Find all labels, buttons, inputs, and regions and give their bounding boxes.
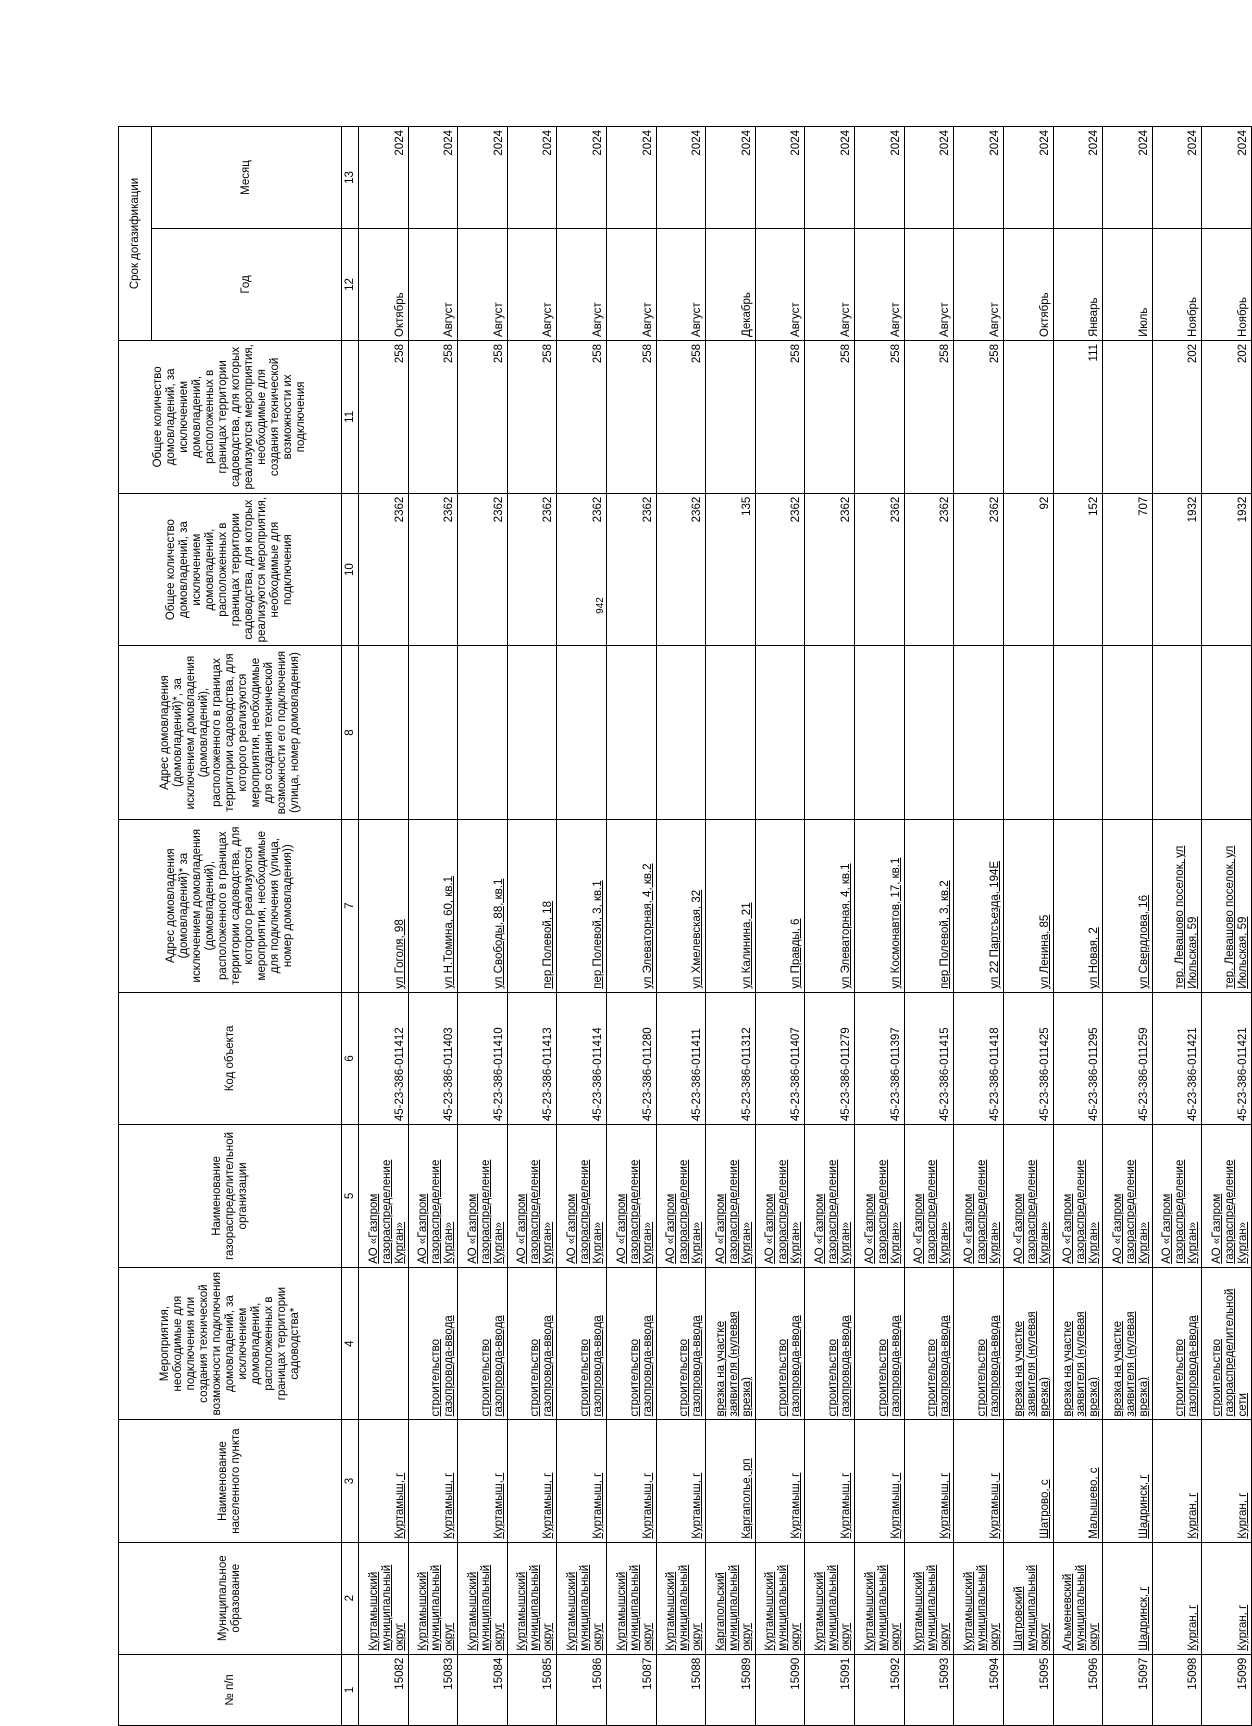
row-index: 15095 — [1003, 1654, 1053, 1725]
address-cell: ул 22 Партсъезда, 194Е — [954, 819, 1004, 992]
address-cell: ул Космонавтов, 17, кв.1 — [855, 819, 905, 992]
table-row — [954, 127, 1004, 1726]
settlement-cell: Куртамыш, г — [755, 1420, 805, 1542]
column-number: 10 — [342, 493, 359, 646]
organization-cell: АО «Газпром газораспределение Курган» — [408, 1125, 458, 1268]
settlement-cell: Куртамыш, г — [557, 1420, 607, 1542]
organization-cell: АО «Газпром газораспределение Курган» — [507, 1125, 557, 1268]
row-index: 15086 — [557, 1654, 607, 1725]
count-capability-cell: 258 — [755, 340, 805, 493]
table-row — [458, 127, 508, 1726]
municipality-cell: Куртамышский муниципальный округ — [805, 1542, 855, 1654]
activity-cell: врезка на участке заявителя (нулевая врезка) — [1053, 1267, 1103, 1420]
activity-cell: строительство газопровода-ввода — [408, 1267, 458, 1420]
settlement-cell: Куртамыш, г — [607, 1420, 657, 1542]
year-cell: Ноябрь — [1152, 228, 1202, 340]
year-cell: Октябрь — [1003, 228, 1053, 340]
activity-cell: строительство газопровода-ввода — [507, 1267, 557, 1420]
address-cell: ул Свердлова, 16 — [1103, 819, 1153, 992]
year-cell: Июль — [1103, 228, 1153, 340]
object-code-cell: 45-23-386-011279 — [805, 992, 855, 1124]
count-connection-cell: 2362 — [904, 493, 954, 646]
address-capability-cell — [805, 646, 855, 819]
header-count-capability: Общее количество домовладений, за исключением домовладений, расположенных в границах территории садоводства, для которых реализуются мероприятия, необходимые для создания технической возможности их подключения — [119, 340, 342, 493]
activity-cell: строительство газопровода-ввода — [656, 1267, 706, 1420]
address-capability-cell — [507, 646, 557, 819]
organization-cell: АО «Газпром газораспределение Курган» — [557, 1125, 607, 1268]
year-cell: Ноябрь — [1202, 228, 1252, 340]
row-index: 15087 — [607, 1654, 657, 1725]
address-capability-cell — [1003, 646, 1053, 819]
object-code-cell: 45-23-386-011413 — [507, 992, 557, 1124]
month-cell: 2024 — [904, 127, 954, 229]
address-capability-cell — [458, 646, 508, 819]
count-capability-cell: 258 — [557, 340, 607, 493]
activity-cell: строительство газопровода-ввода — [607, 1267, 657, 1420]
column-number: 2 — [342, 1542, 359, 1654]
object-code-cell: 45-23-386-011312 — [706, 992, 756, 1124]
count-connection-cell: 707 — [1103, 493, 1153, 646]
address-cell: пер Полевой, 3, кв.1 — [557, 819, 607, 992]
table-row — [706, 127, 756, 1726]
municipality-cell: Куртамышский муниципальный округ — [557, 1542, 607, 1654]
municipality-cell: Куртамышский муниципальный округ — [408, 1542, 458, 1654]
organization-cell: АО «Газпром газораспределение Курган» — [656, 1125, 706, 1268]
count-connection-cell: 2362 — [557, 493, 607, 646]
settlement-cell: Курган, г — [1202, 1420, 1252, 1542]
header-activities: Мероприятия, необходимые для подключения или создания технической возможности подключения домовладений, за исключением домовладений, расположенных в границах территории садоводства* — [119, 1267, 342, 1420]
count-connection-cell: 1932 — [1202, 493, 1252, 646]
municipality-cell: Куртамышский муниципальный округ — [954, 1542, 1004, 1654]
address-capability-cell — [607, 646, 657, 819]
row-index: 15084 — [458, 1654, 508, 1725]
object-code-cell: 45-23-386-011410 — [458, 992, 508, 1124]
count-capability-cell — [706, 340, 756, 493]
month-cell: 2024 — [954, 127, 1004, 229]
municipality-cell: Куртамышский муниципальный округ — [607, 1542, 657, 1654]
count-capability-cell: 202 — [1152, 340, 1202, 493]
header-settlement: Наименование населенного пункта — [119, 1420, 342, 1542]
organization-cell: АО «Газпром газораспределение Курган» — [855, 1125, 905, 1268]
month-cell: 2024 — [458, 127, 508, 229]
column-number: 3 — [342, 1420, 359, 1542]
organization-cell: АО «Газпром газораспределение Курган» — [1003, 1125, 1053, 1268]
year-cell: Август — [458, 228, 508, 340]
municipality-cell: Куртамышский муниципальный округ — [855, 1542, 905, 1654]
year-cell: Август — [904, 228, 954, 340]
object-code-cell: 45-23-386-011411 — [656, 992, 706, 1124]
address-cell: ул Правды, 6 — [755, 819, 805, 992]
address-capability-cell — [855, 646, 905, 819]
address-capability-cell — [904, 646, 954, 819]
address-cell: ул Элеваторная, 4, кв.1 — [805, 819, 855, 992]
organization-cell: АО «Газпром газораспределение Курган» — [904, 1125, 954, 1268]
month-cell: 2024 — [1003, 127, 1053, 229]
year-cell: Август — [507, 228, 557, 340]
settlement-cell: Шадринск, г — [1103, 1420, 1153, 1542]
activity-cell: строительство газопровода-ввода — [904, 1267, 954, 1420]
address-capability-cell — [1202, 646, 1252, 819]
address-cell: тер. Левашово поселок, ул Июльская, 59 — [1152, 819, 1202, 992]
organization-cell: АО «Газпром газораспределение Курган» — [1152, 1125, 1202, 1268]
count-capability-cell: 258 — [607, 340, 657, 493]
count-connection-cell: 2362 — [507, 493, 557, 646]
header-organization: Наименование газораспределительной организации — [119, 1125, 342, 1268]
row-index: 15096 — [1053, 1654, 1103, 1725]
organization-cell: АО «Газпром газораспределение Курган» — [805, 1125, 855, 1268]
count-capability-cell: 202 — [1202, 340, 1252, 493]
count-connection-cell: 135 — [706, 493, 756, 646]
header-address-capability: Адрес домовладения (домовладений)*, за исключением домовладения (домовладений), расположенного в границах территории садоводства, для которого реализуются мероприятия, необходимые для создания технической возможности его подключения (улица, номер домовладения) — [119, 646, 342, 819]
municipality-cell: Альменевский муниципальный округ — [1053, 1542, 1103, 1654]
column-number: 1 — [342, 1654, 359, 1725]
address-capability-cell — [1103, 646, 1153, 819]
settlement-cell: Курган, г — [1152, 1420, 1202, 1542]
municipality-cell: Курган, г — [1152, 1542, 1202, 1654]
year-cell: Август — [755, 228, 805, 340]
month-cell: 2024 — [607, 127, 657, 229]
settlement-cell: Куртамыш, г — [805, 1420, 855, 1542]
activity-cell: строительство газораспределительной сети — [1202, 1267, 1252, 1420]
address-capability-cell — [359, 646, 409, 819]
column-number-row — [342, 127, 359, 1726]
month-cell: 2024 — [1053, 127, 1103, 229]
row-index: 15098 — [1152, 1654, 1202, 1725]
count-capability-cell: 258 — [507, 340, 557, 493]
settlement-cell: Куртамыш, г — [656, 1420, 706, 1542]
year-cell: Август — [805, 228, 855, 340]
address-capability-cell — [408, 646, 458, 819]
object-code-cell: 45-23-386-011421 — [1202, 992, 1252, 1124]
organization-cell: АО «Газпром газораспределение Курган» — [607, 1125, 657, 1268]
year-cell: Август — [607, 228, 657, 340]
column-number: 5 — [342, 1125, 359, 1268]
header-year: Год — [152, 228, 342, 340]
table-row — [805, 127, 855, 1726]
settlement-cell: Куртамыш, г — [458, 1420, 508, 1542]
address-cell: ул Хмелевская, 32 — [656, 819, 706, 992]
address-cell: пер Полевой, 18 — [507, 819, 557, 992]
object-code-cell: 45-23-386-011418 — [954, 992, 1004, 1124]
header-index: № п/п — [119, 1654, 342, 1725]
header-deadline: Срок догазификации — [119, 127, 152, 341]
organization-cell: АО «Газпром газораспределение Курган» — [1053, 1125, 1103, 1268]
activity-cell: строительство газопровода-ввода — [855, 1267, 905, 1420]
settlement-cell: Куртамыш, г — [408, 1420, 458, 1542]
row-index: 15088 — [656, 1654, 706, 1725]
table-row — [1053, 127, 1103, 1726]
column-number: 7 — [342, 819, 359, 992]
address-capability-cell — [755, 646, 805, 819]
settlement-cell: Куртамыш, г — [954, 1420, 1004, 1542]
year-cell: Декабрь — [706, 228, 756, 340]
settlement-cell: Шатрово, с — [1003, 1420, 1053, 1542]
month-cell: 2024 — [755, 127, 805, 229]
table-row — [507, 127, 557, 1726]
object-code-cell: 45-23-386-011421 — [1152, 992, 1202, 1124]
address-capability-cell — [557, 646, 607, 819]
month-cell: 2024 — [1152, 127, 1202, 229]
municipality-cell: Куртамышский муниципальный округ — [904, 1542, 954, 1654]
count-connection-cell: 2362 — [359, 493, 409, 646]
row-index: 15090 — [755, 1654, 805, 1725]
year-cell: Август — [855, 228, 905, 340]
count-connection-cell: 2362 — [656, 493, 706, 646]
municipality-cell: Шатровский муниципальный округ — [1003, 1542, 1053, 1654]
column-number: 4 — [342, 1267, 359, 1420]
table-row — [1103, 127, 1153, 1726]
year-cell: Январь — [1053, 228, 1103, 340]
month-cell: 2024 — [1103, 127, 1153, 229]
address-cell: ул Свободы, 88, кв.1 — [458, 819, 508, 992]
address-capability-cell — [1152, 646, 1202, 819]
municipality-cell: Курган, г — [1202, 1542, 1252, 1654]
row-index: 15089 — [706, 1654, 756, 1725]
row-index: 15083 — [408, 1654, 458, 1725]
data-table-sheet — [118, 126, 1249, 1726]
address-cell: пер Полевой, 3, кв.2 — [904, 819, 954, 992]
month-cell: 2024 — [557, 127, 607, 229]
table-row — [1152, 127, 1202, 1726]
municipality-cell: Куртамышский муниципальный округ — [458, 1542, 508, 1654]
count-capability-cell: 258 — [904, 340, 954, 493]
table-row — [855, 127, 905, 1726]
count-capability-cell: 258 — [855, 340, 905, 493]
count-connection-cell: 2362 — [755, 493, 805, 646]
municipality-cell: Куртамышский муниципальный округ — [507, 1542, 557, 1654]
header-municipality: Муниципальное образование — [119, 1542, 342, 1654]
row-index: 15094 — [954, 1654, 1004, 1725]
address-cell: ул Ленина, 85 — [1003, 819, 1053, 992]
organization-cell: АО «Газпром газораспределение Курган» — [755, 1125, 805, 1268]
settlement-cell: Куртамыш, г — [855, 1420, 905, 1542]
object-code-cell: 45-23-386-011407 — [755, 992, 805, 1124]
header-month: Месяц — [152, 127, 342, 229]
activity-cell: врезка на участке заявителя (нулевая врезка) — [1103, 1267, 1153, 1420]
count-connection-cell: 152 — [1053, 493, 1103, 646]
month-cell: 2024 — [359, 127, 409, 229]
activity-cell — [359, 1267, 409, 1420]
count-connection-cell: 2362 — [855, 493, 905, 646]
organization-cell: АО «Газпром газораспределение Курган» — [359, 1125, 409, 1268]
organization-cell: АО «Газпром газораспределение Курган» — [706, 1125, 756, 1268]
table-row — [656, 127, 706, 1726]
count-capability-cell: 258 — [656, 340, 706, 493]
table-row — [607, 127, 657, 1726]
table-row — [1202, 127, 1252, 1726]
gasification-table — [118, 126, 1252, 1726]
count-connection-cell: 1932 — [1152, 493, 1202, 646]
settlement-cell: Малышево, с — [1053, 1420, 1103, 1542]
month-cell: 2024 — [507, 127, 557, 229]
address-capability-cell — [706, 646, 756, 819]
header-object-code: Код объекта — [119, 992, 342, 1124]
count-capability-cell: 111 — [1053, 340, 1103, 493]
table-row — [408, 127, 458, 1726]
month-cell: 2024 — [1202, 127, 1252, 229]
municipality-cell: Куртамышский муниципальный округ — [656, 1542, 706, 1654]
row-index: 15085 — [507, 1654, 557, 1725]
year-cell: Август — [656, 228, 706, 340]
object-code-cell: 45-23-386-011259 — [1103, 992, 1153, 1124]
header-address-connection: Адрес домовладения (домовладений)* за исключением домовладения (домовладений), расположенного в границах территории садоводства, для которого реализуются мероприятия, необходимые для подключения (улица, номер домовладения)) — [119, 819, 342, 992]
table-row — [755, 127, 805, 1726]
table-row — [1003, 127, 1053, 1726]
activity-cell: строительство газопровода-ввода — [805, 1267, 855, 1420]
object-code-cell: 45-23-386-011415 — [904, 992, 954, 1124]
activity-cell: строительство газопровода-ввода — [557, 1267, 607, 1420]
count-capability-cell: 258 — [458, 340, 508, 493]
count-connection-cell: 2362 — [408, 493, 458, 646]
row-index: 15097 — [1103, 1654, 1153, 1725]
activity-cell: строительство газопровода-ввода — [755, 1267, 805, 1420]
settlement-cell: Каргаполье, рп — [706, 1420, 756, 1542]
page-number: 942 — [594, 597, 606, 614]
settlement-cell: Куртамыш, г — [904, 1420, 954, 1542]
object-code-cell: 45-23-386-011403 — [408, 992, 458, 1124]
table-row — [359, 127, 409, 1726]
address-cell: ул Н.Томина, 60, кв.1 — [408, 819, 458, 992]
activity-cell: врезка на участке заявителя (нулевая врезка) — [1003, 1267, 1053, 1420]
settlement-cell: Куртамыш, г — [359, 1420, 409, 1542]
column-number: 11 — [342, 340, 359, 493]
table-body — [359, 127, 1252, 1726]
activity-cell: строительство газопровода-ввода — [954, 1267, 1004, 1420]
address-cell: ул Элеваторная, 4, кв.2 — [607, 819, 657, 992]
month-cell: 2024 — [408, 127, 458, 229]
month-cell: 2024 — [706, 127, 756, 229]
year-cell: Август — [557, 228, 607, 340]
column-number: 12 — [342, 228, 359, 340]
row-index: 15092 — [855, 1654, 905, 1725]
table-row — [904, 127, 954, 1726]
organization-cell: АО «Газпром газораспределение Курган» — [458, 1125, 508, 1268]
count-capability-cell: 258 — [359, 340, 409, 493]
year-cell: Август — [954, 228, 1004, 340]
object-code-cell: 45-23-386-011295 — [1053, 992, 1103, 1124]
count-capability-cell — [1003, 340, 1053, 493]
organization-cell: АО «Газпром газораспределение Курган» — [1103, 1125, 1153, 1268]
count-connection-cell: 2362 — [805, 493, 855, 646]
column-number: 13 — [342, 127, 359, 229]
count-connection-cell: 92 — [1003, 493, 1053, 646]
row-index: 15091 — [805, 1654, 855, 1725]
object-code-cell: 45-23-386-011397 — [855, 992, 905, 1124]
address-capability-cell — [954, 646, 1004, 819]
municipality-cell: Шадринск, г — [1103, 1542, 1153, 1654]
column-number: 6 — [342, 992, 359, 1124]
address-cell: тер. Левашово поселок, ул Июльская, 59 — [1202, 819, 1252, 992]
row-index: 15099 — [1202, 1654, 1252, 1725]
column-number: 8 — [342, 646, 359, 819]
organization-cell: АО «Газпром газораспределение Курган» — [1202, 1125, 1252, 1268]
activity-cell: врезка на участке заявителя (нулевая врезка) — [706, 1267, 756, 1420]
count-connection-cell: 2362 — [458, 493, 508, 646]
count-capability-cell: 258 — [805, 340, 855, 493]
address-cell: ул Калинина, 21 — [706, 819, 756, 992]
header-count-connection: Общее количество домовладений, за исключением домовладений, расположенных в границах территории садоводства, для которых реализуются мероприятия, необходимые для подключения — [119, 493, 342, 646]
count-capability-cell — [1103, 340, 1153, 493]
month-cell: 2024 — [855, 127, 905, 229]
activity-cell: строительство газопровода-ввода — [1152, 1267, 1202, 1420]
count-capability-cell: 258 — [954, 340, 1004, 493]
organization-cell: АО «Газпром газораспределение Курган» — [954, 1125, 1004, 1268]
object-code-cell: 45-23-386-011425 — [1003, 992, 1053, 1124]
municipality-cell: Куртамышский муниципальный округ — [755, 1542, 805, 1654]
address-cell: ул Гоголя, 98 — [359, 819, 409, 992]
address-capability-cell — [656, 646, 706, 819]
month-cell: 2024 — [805, 127, 855, 229]
object-code-cell: 45-23-386-011414 — [557, 992, 607, 1124]
settlement-cell: Куртамыш, г — [507, 1420, 557, 1542]
activity-cell: строительство газопровода-ввода — [458, 1267, 508, 1420]
row-index: 15082 — [359, 1654, 409, 1725]
count-connection-cell: 2362 — [954, 493, 1004, 646]
year-cell: Август — [408, 228, 458, 340]
address-capability-cell — [1053, 646, 1103, 819]
municipality-cell: Каргапольский муниципальный округ — [706, 1542, 756, 1654]
municipality-cell: Куртамышский муниципальный округ — [359, 1542, 409, 1654]
object-code-cell: 45-23-386-011280 — [607, 992, 657, 1124]
count-connection-cell: 2362 — [607, 493, 657, 646]
object-code-cell: 45-23-386-011412 — [359, 992, 409, 1124]
row-index: 15093 — [904, 1654, 954, 1725]
year-cell: Октябрь — [359, 228, 409, 340]
count-capability-cell: 258 — [408, 340, 458, 493]
month-cell: 2024 — [656, 127, 706, 229]
table-row — [557, 127, 607, 1726]
address-cell: ул Новая, 2 — [1053, 819, 1103, 992]
